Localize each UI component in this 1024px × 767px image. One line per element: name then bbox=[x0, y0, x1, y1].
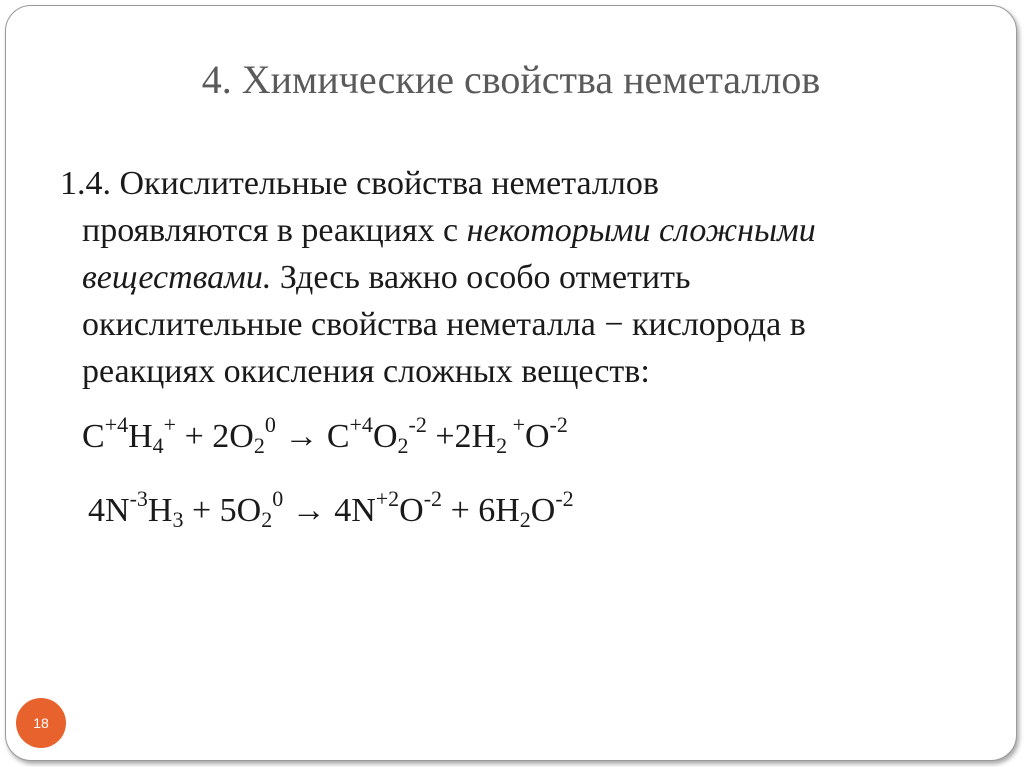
eq1-subscript: 2 bbox=[397, 433, 409, 458]
equation-methane-oxidation bbox=[82, 412, 568, 458]
eq2-oxidation-state: 0 bbox=[272, 486, 284, 511]
eq1-part: O bbox=[372, 418, 398, 455]
page-number: 18 bbox=[33, 715, 49, 731]
body-line-4: окислительные свойства неметалла − кислорода в bbox=[82, 306, 806, 343]
eq1-oxidation-state: +4 bbox=[349, 412, 373, 437]
body-line-2-plain: проявляются в реакциях с bbox=[82, 212, 467, 249]
slide-title: 4. Химические свойства неметаллов bbox=[201, 57, 821, 102]
eq1-oxidation-state: +4 bbox=[104, 412, 129, 437]
eq2-part: + 5O bbox=[183, 492, 262, 529]
eq1-subscript: 4 bbox=[152, 433, 164, 458]
eq1-subscript: 2 bbox=[253, 433, 265, 458]
eq2-oxidation-state: +2 bbox=[375, 486, 400, 511]
eq1-subscript: 2 bbox=[496, 433, 508, 458]
body-line-1: 1.4. Окислительные свойства неметаллов bbox=[60, 165, 659, 202]
eq2-part: O bbox=[530, 492, 556, 529]
eq2-part: → 4N bbox=[283, 492, 376, 529]
eq1-part: +2H bbox=[426, 418, 497, 455]
eq2-part: H bbox=[147, 492, 173, 529]
eq2-oxidation-state: -2 bbox=[423, 486, 443, 511]
eq2-oxidation-state: -2 bbox=[555, 486, 574, 511]
eq1-part: O bbox=[524, 418, 550, 455]
slide-body-text bbox=[60, 160, 980, 395]
eq2-part: + 6H bbox=[442, 492, 520, 529]
equation-ammonia-oxidation bbox=[88, 486, 574, 532]
body-line-3-italic: веществами. bbox=[82, 259, 272, 296]
eq1-oxidation-state: -2 bbox=[549, 412, 568, 437]
eq1-part: H bbox=[128, 418, 153, 455]
body-line-2-italic: некоторыми сложными bbox=[466, 212, 816, 249]
eq1-part: C bbox=[82, 418, 105, 455]
eq1-oxidation-state: + bbox=[507, 412, 525, 437]
eq2-subscript: 2 bbox=[519, 507, 531, 532]
eq1-part: + 2O bbox=[176, 418, 254, 455]
eq2-subscript: 3 bbox=[172, 507, 184, 532]
eq1-oxidation-state: + bbox=[163, 412, 177, 437]
body-line-5: реакциях окисления сложных веществ: bbox=[82, 353, 650, 390]
body-line-2 bbox=[60, 207, 980, 254]
eq1-oxidation-state: -2 bbox=[408, 412, 427, 437]
body-line-3-plain: Здесь важно особо отметить bbox=[271, 259, 691, 296]
eq2-part: O bbox=[399, 492, 424, 529]
body-line-3 bbox=[60, 254, 980, 301]
eq1-part: → C bbox=[275, 418, 350, 455]
page-number-badge bbox=[16, 698, 66, 748]
eq2-subscript: 2 bbox=[261, 507, 273, 532]
eq2-part: 4N bbox=[88, 492, 130, 529]
eq2-oxidation-state: -3 bbox=[129, 486, 148, 511]
eq1-oxidation-state: 0 bbox=[264, 412, 276, 437]
